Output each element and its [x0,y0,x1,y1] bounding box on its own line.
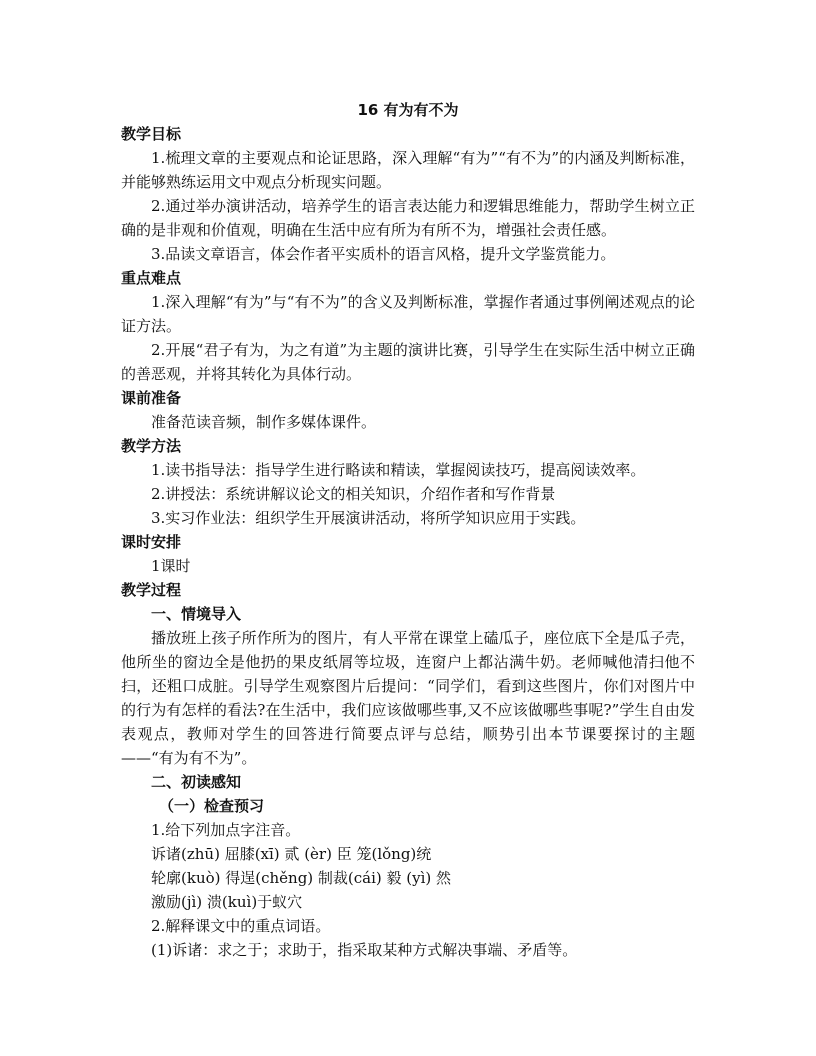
goal-item: 2.通过举办演讲活动，培养学生的语言表达能力和逻辑思维能力，帮助学生树立正确的是非观和价值观，明确在生活中应有所为有所不为，增强社会责任感。 [121,197,695,239]
heading-goals: 教学目标 [121,125,182,143]
goal-item: 3.品读文章语言，体会作者平实质朴的语言风格，提升文学鉴赏能力。 [151,245,616,263]
process-line: 1.给下列加点字注音。 [151,821,301,839]
heading-process: 教学过程 [121,581,182,599]
key-point-item: 2.开展“君子有为，为之有道”为主题的演讲比赛，引导学生在实际生活中树立正确的善恶观，并将其转化为具体行动。 [121,341,695,383]
goal-item: 1.梳理文章的主要观点和论证思路，深入理解“有为”“有不为”的内涵及判断标准，并能够熟练运用文中观点分析现实问题。 [121,149,695,191]
process-line: 轮廓(kuò) 得逞(chěng) 制裁(cái) 毅 (yì) 然 [151,869,452,887]
schedule-text: 1课时 [151,557,191,575]
method-item: 2.讲授法：系统讲解议论文的相关知识，介绍作者和写作背景 [151,485,556,503]
process-line: 激励(jì) 溃(kuì)于蚁穴 [151,893,303,911]
key-point-item: 1.深入理解“有为”与“有不为”的含义及判断标准，掌握作者通过事例阐述观点的论证方法。 [121,293,695,335]
heading-preparation: 课前准备 [121,389,182,407]
heading-methods: 教学方法 [121,437,182,455]
preparation-text: 准备范读音频，制作多媒体课件。 [151,413,377,431]
process-line: (1)诉诸：求之于；求助于，指采取某种方式解决事端、矛盾等。 [151,941,578,959]
process-part1-title: 一、情境导入 [151,605,242,623]
process-line: 2.解释课文中的重点词语。 [151,917,331,935]
process-line: 诉诸(zhū) 屈膝(xī) 贰 (èr) 臣 笼(lǒng)统 [151,845,432,863]
method-item: 3.实习作业法：组织学生开展演讲活动，将所学知识应用于实践。 [151,509,586,527]
process-part2-title: 二、初读感知 [151,773,242,791]
document-body [121,122,695,962]
heading-key-points: 重点难点 [121,269,182,287]
method-item: 1.读书指导法：指导学生进行略读和精读，掌握阅读技巧，提高阅读效率。 [151,461,646,479]
document-title: 16 有为有不为 [357,101,459,119]
heading-schedule: 课时安排 [121,533,182,551]
process-part2-subtitle: （一）检查预习 [159,797,265,815]
process-part1-text: 播放班上孩子所作所为的图片，有人平常在课堂上磕瓜子，座位底下全是瓜子壳，他所坐的窗边全是他扔的果皮纸屑等垃圾，连窗户上都沾满牛奶。老师喊他清扫他不扫，还粗口成脏。引导学生观察图片后提问：“同学们，看到这些图片，你们对图片中的行为有怎样的看法?在生活中，我们应该做哪些事,又不应该做哪些事呢?”学生自由发表观点，教师对学生的回答进行简要点评与总结，顺势引出本节课要探讨的主题——“有为有不为”。 [121,629,695,767]
